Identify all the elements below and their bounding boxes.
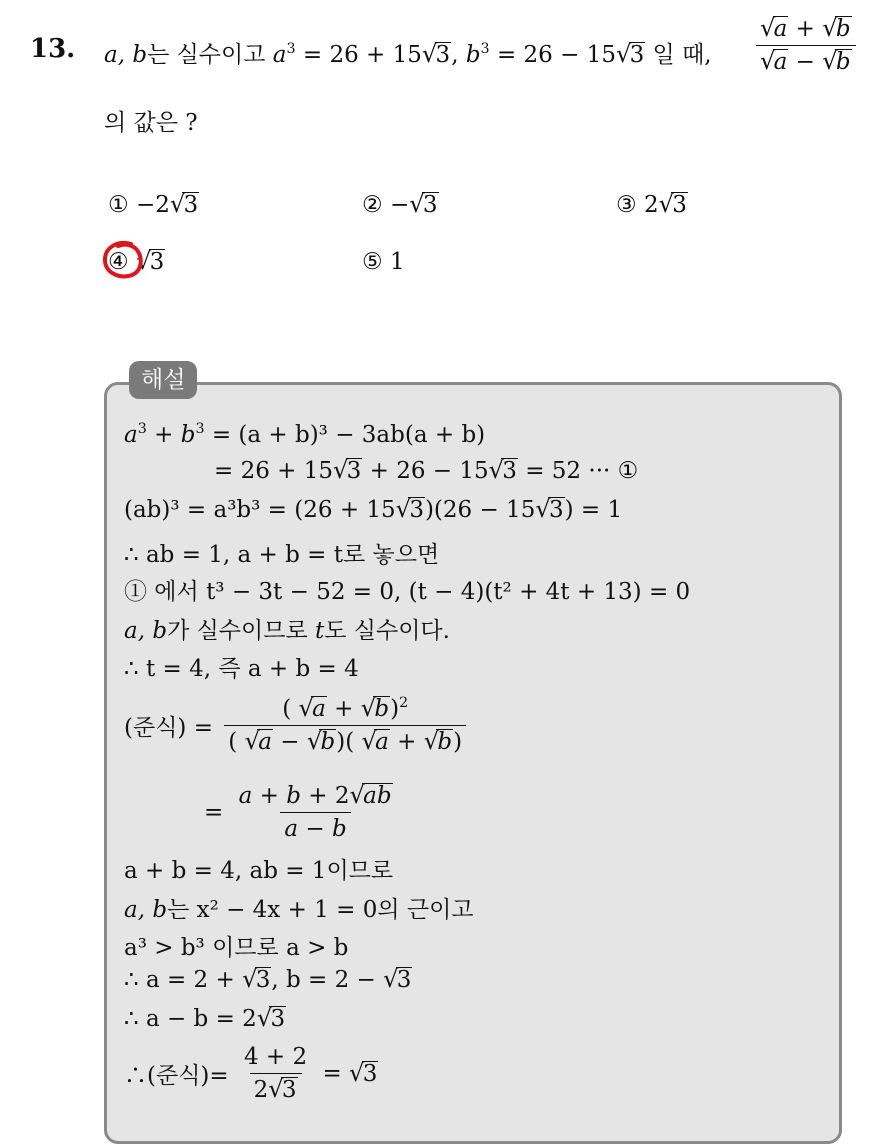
problem-fraction: √ a + √ b √ a − √ b: [752, 16, 860, 75]
sol-line-2: = 26 + 15√ 3 + 26 − 15√ 3 = 52 ··· ①: [214, 458, 638, 484]
sol-line-15: ∴(준식)= $\frac{4 + 2}{2√ 3}$ = √ 3: [124, 1044, 378, 1103]
choice-1-number: ①: [108, 192, 129, 218]
sol-line-1: $a^3 + b^3 = (a + b)^3 - 3ab(a + b)$: [124, 421, 486, 448]
sol-line-14: ∴ a − b = 2√ 3: [124, 1006, 286, 1032]
sol-line-12: a³ > b³ 이므로 a > b: [124, 935, 349, 961]
problem-number: 13.: [30, 34, 76, 64]
sol-line-6: a, b가 실수이므로 t도 실수이다.: [124, 618, 450, 644]
sol-line-4: ∴ ab = 1, a + b = t로 놓으면: [124, 542, 440, 568]
choice-3[interactable]: ③ 2√ 3: [616, 192, 688, 218]
sol-line-13: ∴ a = 2 + √ 3, b = 2 − √ 3: [124, 967, 412, 993]
problem-statement: a, b는 실수이고 $a^3 = 26 + 15√$ 3, $b^3 = 26 - 15√$ 3 일 때,: [104, 36, 712, 69]
solution-tag: 해설: [129, 361, 197, 399]
problem-line-2: 의 값은 ?: [104, 110, 198, 136]
choice-4[interactable]: ④ √ 3: [108, 249, 165, 275]
choice-1[interactable]: ① −2√ 3: [108, 192, 199, 218]
choice-5[interactable]: ⑤ 1: [362, 249, 405, 275]
choice-2[interactable]: ② −√ 3: [362, 192, 439, 218]
answer-circle-mark: [101, 238, 145, 282]
sol-line-8: (준식) = $\frac{( √ a + √ b)^2}{( √ a - √ b)( √ a + √ b)}$: [124, 696, 470, 755]
sol-line-5: ① 에서 t³ − 3t − 52 = 0, (t − 4)(t² + 4t + 13) = 0: [124, 579, 691, 605]
sol-line-7: ∴ t = 4, 즉 a + b = 4: [124, 656, 359, 682]
sol-line-10: a + b = 4, ab = 1이므로: [124, 858, 394, 884]
sol-line-11: a, b는 x² − 4x + 1 = 0의 근이고: [124, 897, 474, 923]
sol-line-9: = $\frac{a + b + 2√ ab}{a - b}$: [204, 783, 401, 842]
sol-line-3: (ab)³ = a³b³ = (26 + 15√ 3)(26 − 15√ 3) = 1: [124, 497, 622, 523]
